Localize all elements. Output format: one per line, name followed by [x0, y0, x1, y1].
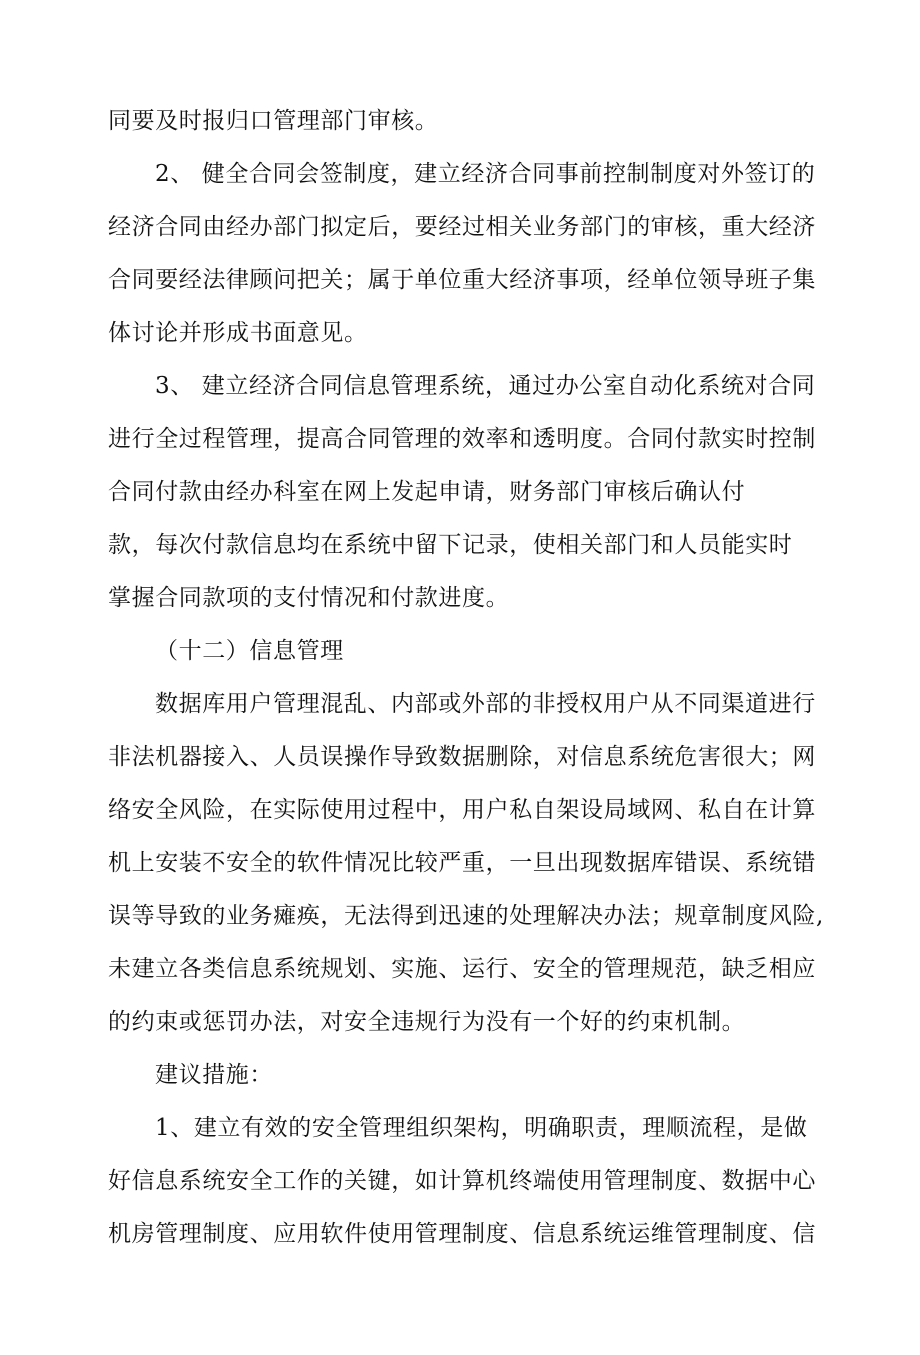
section-heading: （十二）信息管理 — [155, 638, 344, 664]
text-line: 非法机器接入、人员误操作导致数据删除，对信息系统危害很大；网 — [108, 744, 816, 770]
text-line: 1、建立有效的安全管理组织架构，明确职责，理顺流程，是做 — [155, 1115, 808, 1141]
text-line: 经济合同由经办部门拟定后，要经过相关业务部门的审核，重大经济 — [108, 214, 816, 240]
subheading: 建议措施： — [155, 1062, 273, 1088]
text-line: 误等导致的业务瘫痪，无法得到迅速的处理解决办法；规章制度风险, — [108, 903, 824, 929]
text-line: 同要及时报归口管理部门审核。 — [108, 108, 439, 134]
text-line: 的约束或惩罚办法，对安全违规行为没有一个好的约束机制。 — [108, 1009, 746, 1035]
text-line: 掌握合同款项的支付情况和付款进度。 — [108, 585, 510, 611]
text-line: 款，每次付款信息均在系统中留下记录，使相关部门和人员能实时 — [108, 532, 793, 558]
text-line: 机房管理制度、应用软件使用管理制度、信息系统运维管理制度、信 — [108, 1221, 816, 1247]
text-line: 合同要经法律顾问把关；属于单位重大经济事项，经单位领导班子集 — [108, 267, 816, 293]
text-line: 体讨论并形成书面意见。 — [108, 320, 368, 346]
text-line: 络安全风险，在实际使用过程中，用户私自架设局域网、私自在计算 — [108, 797, 816, 823]
text-line: 3、 建立经济合同信息管理系统，通过办公室自动化系统对合同 — [155, 373, 816, 399]
text-line: 2、 健全合同会签制度，建立经济合同事前控制制度对外签订的 — [155, 161, 816, 187]
text-line: 机上安装不安全的软件情况比较严重，一旦出现数据库错误、系统错 — [108, 850, 816, 876]
text-line: 好信息系统安全工作的关键，如计算机终端使用管理制度、数据中心 — [108, 1168, 816, 1194]
text-line: 未建立各类信息系统规划、实施、运行、安全的管理规范，缺乏相应 — [108, 956, 816, 982]
text-line: 合同付款由经办科室在网上发起申请，财务部门审核后确认付 — [108, 479, 746, 505]
text-line: 数据库用户管理混乱、内部或外部的非授权用户从不同渠道进行 — [155, 691, 816, 717]
text-line: 进行全过程管理，提高合同管理的效率和透明度。合同付款实时控制 — [108, 426, 816, 452]
